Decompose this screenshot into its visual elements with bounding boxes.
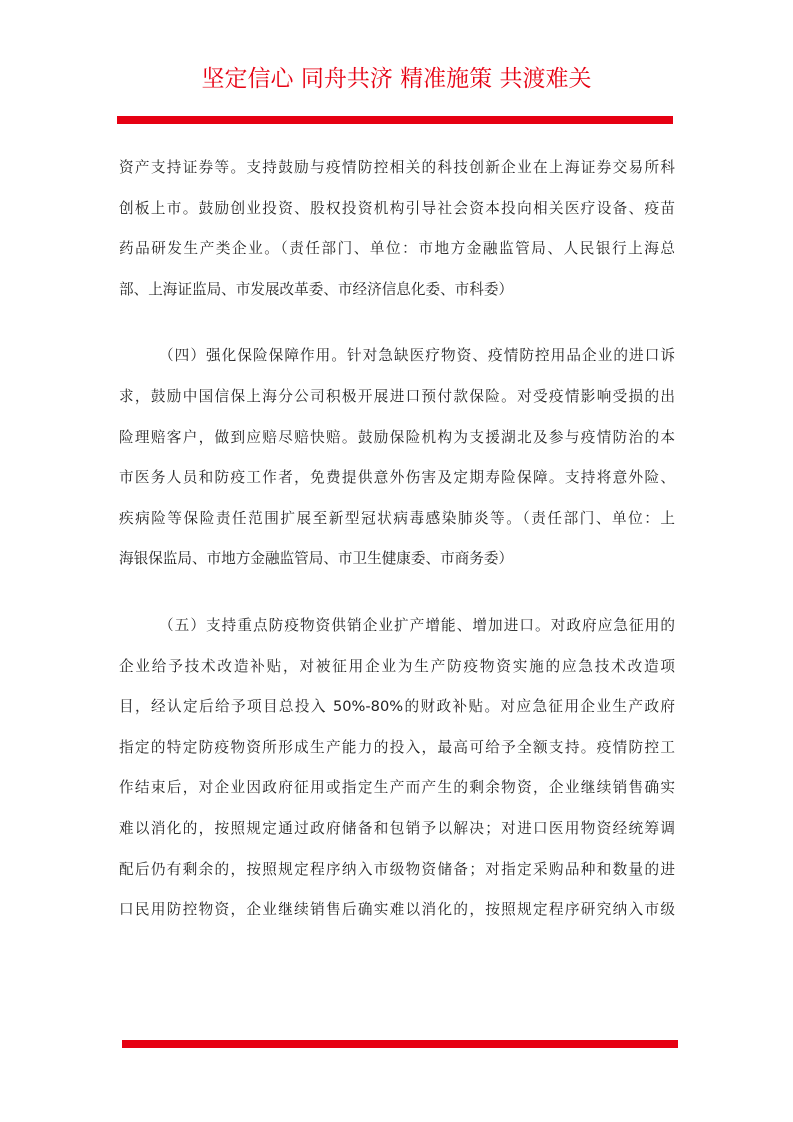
document-body xyxy=(119,148,675,931)
top-divider xyxy=(117,116,673,124)
text-line: 海银保监局、市地方金融监管局、市卫生健康委、市商务委） xyxy=(119,550,514,568)
text-line: 求，鼓励中国信保上海分公司积极开展进口预付款保险。对受疫情影响受损的出 xyxy=(119,387,675,405)
text-line: 指定的特定防疫物资所形成生产能力的投入，最高可给予全额支持。疫情防控工 xyxy=(119,738,675,756)
text-line: 作结束后，对企业因政府征用或指定生产而产生的剩余物资，企业继续销售确实 xyxy=(119,779,675,797)
paragraph-insurance xyxy=(119,336,675,580)
text-line: 目，经认定后给予项目总投入 50%-80%的财政补贴。对应急征用企业生产政府 xyxy=(119,698,675,716)
text-line: 险理赔客户，做到应赔尽赔快赔。鼓励保险机构为支援湖北及参与疫情防治的本 xyxy=(119,428,675,446)
paragraph-continued xyxy=(119,148,675,310)
text-line: 药品研发生产类企业。（责任部门、单位：市地方金融监管局、人民银行上海总 xyxy=(119,240,675,258)
paragraph-supplies xyxy=(119,606,675,931)
text-line: 企业给予技术改造补贴，对被征用企业为生产防疫物资实施的应急技术改造项 xyxy=(119,657,675,675)
text-line: 疾病险等保险责任范围扩展至新型冠状病毒感染肺炎等。（责任部门、单位：上 xyxy=(119,509,675,527)
text-line: 资产支持证券等。支持鼓励与疫情防控相关的科技创新企业在上海证券交易所科 xyxy=(119,159,675,176)
text-line: 创板上市。鼓励创业投资、股权投资机构引导社会资本投向相关医疗设备、疫苗 xyxy=(119,199,675,217)
paragraph-gap xyxy=(119,580,675,606)
text-line: 配后仍有剩余的，按照规定程序纳入市级物资储备；对指定采购品种和数量的进 xyxy=(119,860,675,878)
text-line: （四）强化保险保障作用。针对急缺医疗物资、疫情防控用品企业的进口诉 xyxy=(159,347,675,365)
bottom-divider xyxy=(122,1040,678,1048)
text-line: 难以消化的，按照规定通过政府储备和包销予以解决；对进口医用物资经统筹调 xyxy=(119,819,675,837)
page-title: 坚定信心 同舟共济 精准施策 共渡难关 xyxy=(201,66,592,92)
text-line: （五）支持重点防疫物资供销企业扩产增能、增加进口。对政府应急征用的 xyxy=(159,616,675,634)
text-line: 部、上海证监局、市发展改革委、市经济信息化委、市科委） xyxy=(119,280,514,298)
text-line: 市医务人员和防疫工作者，免费提供意外伤害及定期寿险保障。支持将意外险、 xyxy=(119,469,675,487)
text-line: 口民用防控物资，企业继续销售后确实难以消化的，按照规定程序研究纳入市级 xyxy=(119,901,675,919)
paragraph-gap xyxy=(119,310,675,336)
